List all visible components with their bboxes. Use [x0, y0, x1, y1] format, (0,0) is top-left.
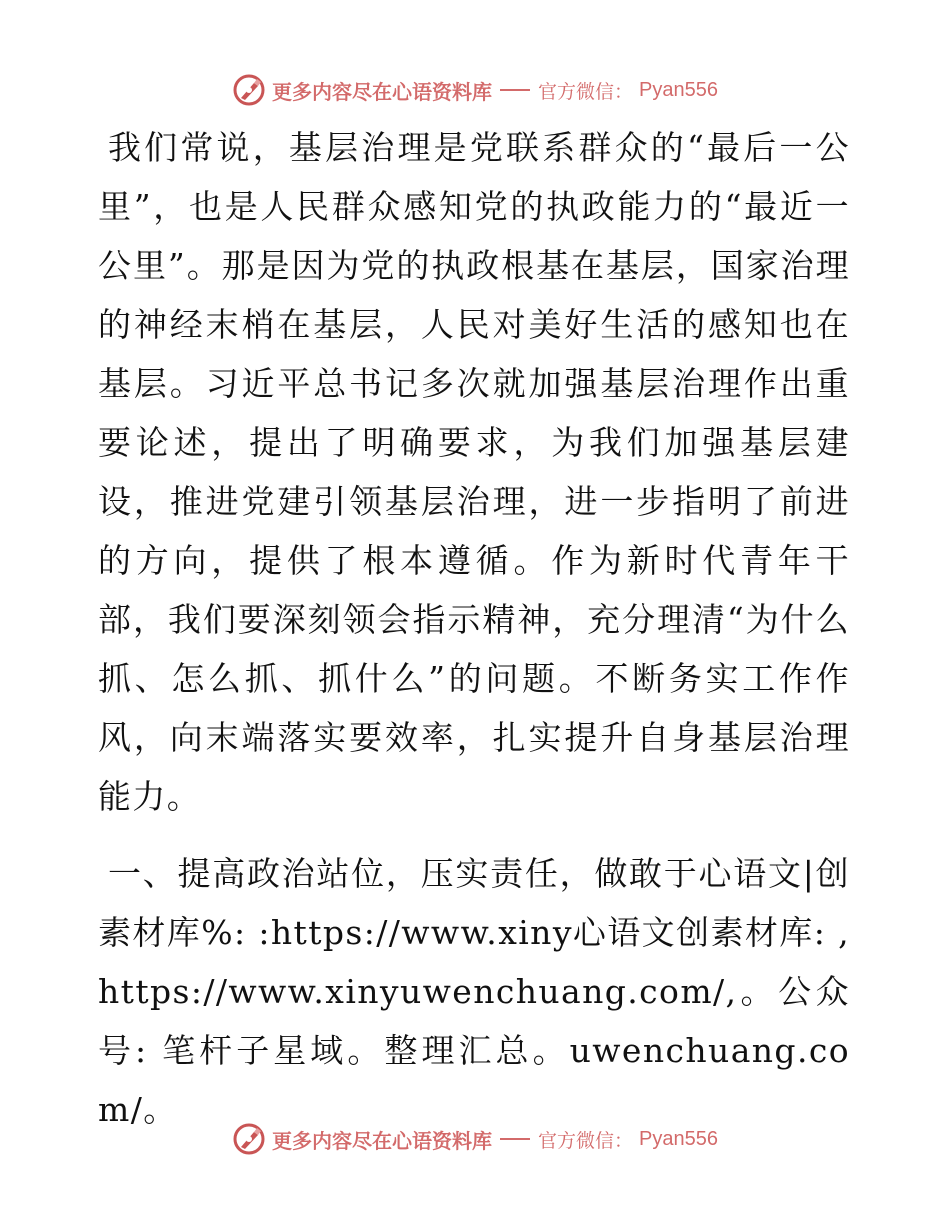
watermark-dash	[500, 1138, 530, 1140]
header-watermark	[0, 72, 950, 108]
watermark-text: 更多内容尽在心语资料库	[272, 1128, 492, 1153]
watermark-wechat-id: Pyan556	[639, 1127, 718, 1150]
pen-circle-logo-icon	[232, 73, 266, 107]
document-body	[98, 118, 850, 1139]
footer-watermark	[0, 1121, 950, 1157]
watermark-dash	[500, 89, 530, 91]
watermark-official-label: 官方微信：	[538, 1129, 634, 1152]
body-paragraph-2: 一、提高政治站位，压实责任，做敢于心语文|创素材库%: :https://www.xiny心语文创素材库: ,https://www.xinyuwenchuang.com/,。公众号: 笔杆子星域。整理汇总。uwenchuang.com/。	[98, 854, 850, 1129]
body-paragraph-1: 我们常说，基层治理是党联系群众的“最后一公里”，也是人民群众感知党的执政能力的“最近一公里”。那是因为党的执政根基在基层，国家治理的神经末梢在基层，人民对美好生活的感知也在基层。习近平总书记多次就加强基层治理作出重要论述，提出了明确要求，为我们加强基层建设，推进党建引领基层治理，进一步指明了前进的方向，提供了根本遵循。作为新时代青年干部，我们要深刻领会指示精神，充分理清“为什么抓、怎么抓、抓什么”的问题。不断务实工作作风，向末端落实要效率，扎实提升自身基层治理能力。	[98, 128, 850, 816]
pen-circle-logo-icon	[232, 1122, 266, 1156]
watermark-wechat-id: Pyan556	[639, 78, 718, 101]
watermark-official-label: 官方微信：	[538, 80, 634, 103]
watermark-text: 更多内容尽在心语资料库	[272, 79, 492, 104]
